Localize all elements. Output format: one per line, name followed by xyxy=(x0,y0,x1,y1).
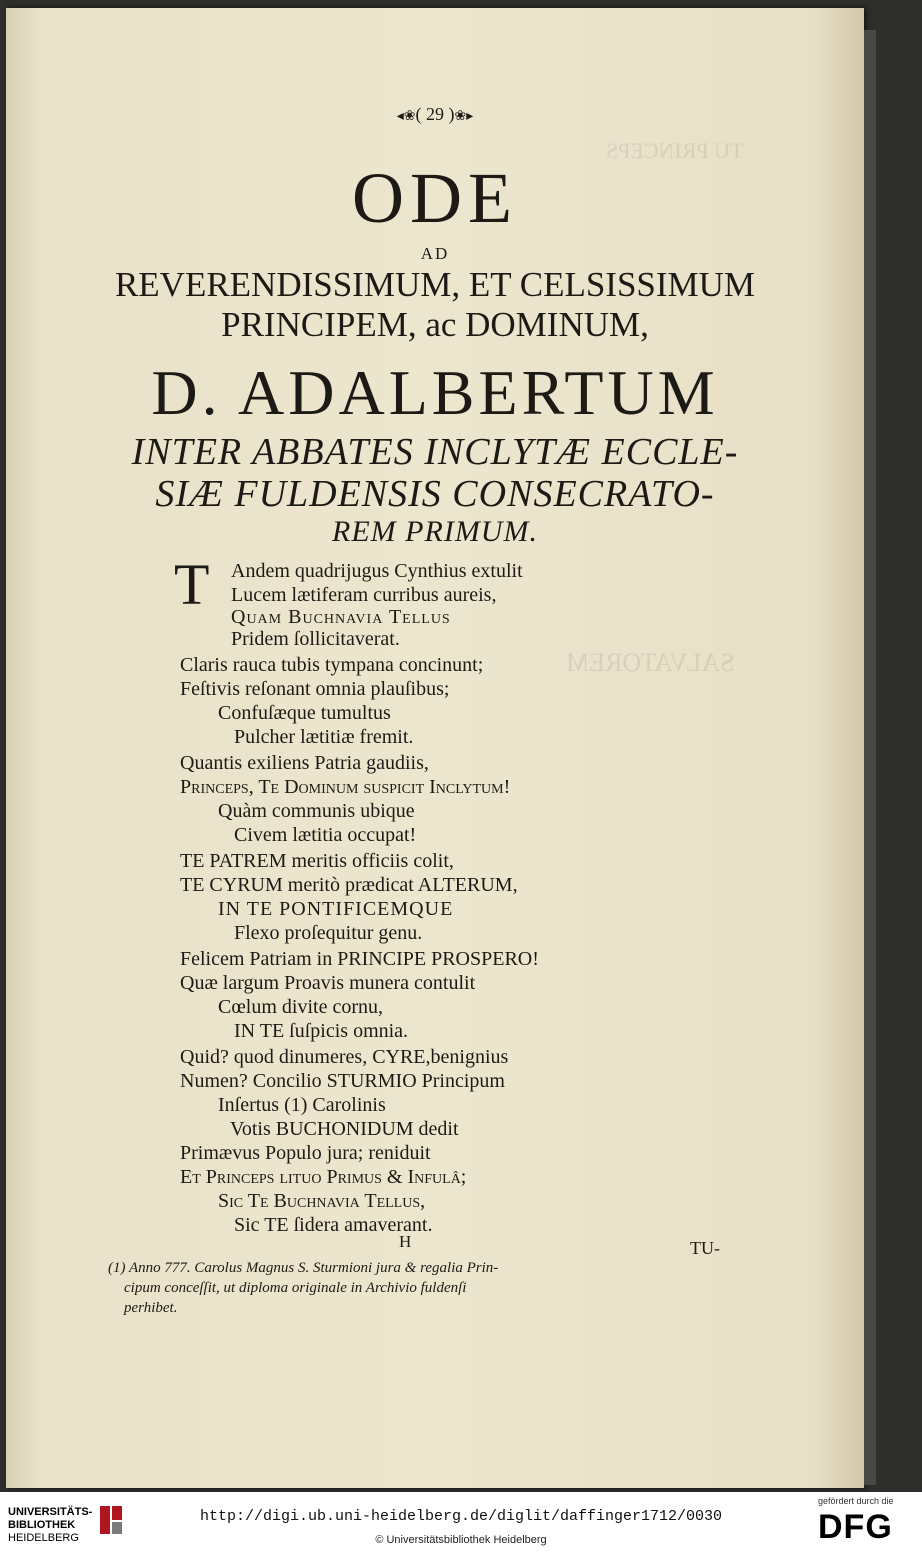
page-number-text: ( 29 ) xyxy=(415,104,455,124)
subtitle-line-3: REM PRIMUM. xyxy=(332,515,538,548)
dedication-line-1: REVERENDISSIMUM, ET CELSISSIMUM xyxy=(114,265,756,304)
stanza-6-line-4: Votis BUCHONIDUM dedit xyxy=(230,1118,459,1140)
subtitle-line-1: INTER ABBATES INCLYTÆ ECCLE- xyxy=(131,431,739,473)
stanza-2-line-4: Pulcher lætitiæ fremit. xyxy=(234,726,414,748)
subtitle-line-2: SIÆ FULDENSIS CONSECRATO- xyxy=(155,473,715,515)
copyright-label: © Universitätsbibliothek Heidelberg xyxy=(375,1534,547,1546)
stanza-6-line-3: Inſertus (1) Carolinis xyxy=(218,1094,386,1116)
stanza-3-line-1: Quantis exiliens Patria gaudiis, xyxy=(180,752,429,774)
page-edge xyxy=(864,30,876,1485)
stanza-2-line-1: Claris rauca tubis tympana concinunt; xyxy=(180,654,484,676)
stanza-7-line-2: Et Princeps lituo Primus & Infulâ; xyxy=(180,1166,467,1188)
catchword: TU- xyxy=(690,1238,720,1258)
stanza-5-line-2: Quæ largum Proavis munera contulit xyxy=(180,972,476,994)
sponsor-label: gefördert durch die xyxy=(818,1496,894,1506)
bleed-through: SALVATOREM xyxy=(566,648,735,677)
stanza-3-line-3: Quàm communis ubique xyxy=(218,800,415,822)
footnote-line-1: (1) Anno 777. Carolus Magnus S. Sturmioni jura & regalia Prin- xyxy=(108,1260,499,1276)
dedication-line-2: PRINCIPEM, ac DOMINUM, xyxy=(221,305,649,344)
stanza-1-line-3: Quam Buchnavia Tellus xyxy=(231,606,451,628)
stanza-3-line-2: Princeps, Te Dominum ſuſpicit Inclytum! xyxy=(180,776,511,798)
viewer-footer xyxy=(0,1492,922,1560)
stanza-6-line-1: Quid? quod dinumeres, CYRE,benignius xyxy=(180,1046,509,1068)
permalink-url[interactable]: http://digi.ub.uni-heidelberg.de/diglit/daffinger1712/0030 xyxy=(199,1508,723,1525)
signature-mark: H xyxy=(399,1232,412,1251)
stanza-1-line-1: Andem quadrijugus Cynthius extulit xyxy=(231,560,523,582)
copyright-text xyxy=(0,1534,922,1546)
recipient-name: D. ADALBERTUM xyxy=(151,357,719,428)
stanza-3-line-4: Civem lætitia occupat! xyxy=(234,824,417,846)
stanza-7-line-1: Primævus Populo jura; reniduit xyxy=(180,1142,431,1164)
ode-title: ODE xyxy=(352,158,518,238)
stanza-1-line-4: Pridem ſollicitaverat. xyxy=(231,628,400,650)
stanza-2-line-2: Feſtivis reſonant omnia plauſibus; xyxy=(180,678,450,700)
stanza-5-line-4: IN TE ſuſpicis omnia. xyxy=(234,1020,409,1042)
stanza-4-line-2: TE CYRUM meritò prædicat ALTERUM, xyxy=(180,874,518,896)
stanza-7-line-3: Sic Te Buchnavia Tellus, xyxy=(218,1190,426,1212)
page-number: ◂❀( 29 )❀▸ xyxy=(396,104,474,124)
stanza-4-line-1: TE PATREM meritis officiis colit, xyxy=(180,850,454,872)
stanza-6-line-2: Numen? Concilio STURMIO Principum xyxy=(180,1070,505,1092)
stanza-4-line-4: Flexo proſequitur genu. xyxy=(234,922,423,944)
drop-cap: T xyxy=(174,552,210,617)
footnote-line-3: perhibet. xyxy=(124,1300,178,1316)
logo-text-line-2: BIBLIOTHEK xyxy=(8,1519,76,1531)
stanza-7-line-4: Sic TE ſidera amaverant. xyxy=(234,1214,433,1236)
stanza-5-line-1: Felicem Patriam in PRINCIPE PROSPERO! xyxy=(180,948,539,970)
book-page xyxy=(6,8,864,1488)
stanza-4-line-3: IN TE PONTIFICEMQUE xyxy=(218,898,454,920)
stanza-5-line-3: Cœlum divite cornu, xyxy=(218,996,383,1018)
stanza-2-line-3: Confuſæque tumultus xyxy=(218,702,391,724)
logo-text-line-3: HEIDELBERG xyxy=(8,1532,79,1544)
dfg-logo[interactable]: DFG xyxy=(818,1508,893,1546)
footnote-line-2: cipum conceſſit, ut diploma originale in Archivio fuldenſi xyxy=(124,1280,467,1296)
stanza-1-line-2: Lucem lætiferam curribus aureis, xyxy=(231,584,497,606)
ad-line: AD xyxy=(420,244,450,263)
bleed-through: TU PRINCEPS xyxy=(606,138,744,163)
logo-text-line-1: UNIVERSITÄTS- xyxy=(8,1506,93,1518)
